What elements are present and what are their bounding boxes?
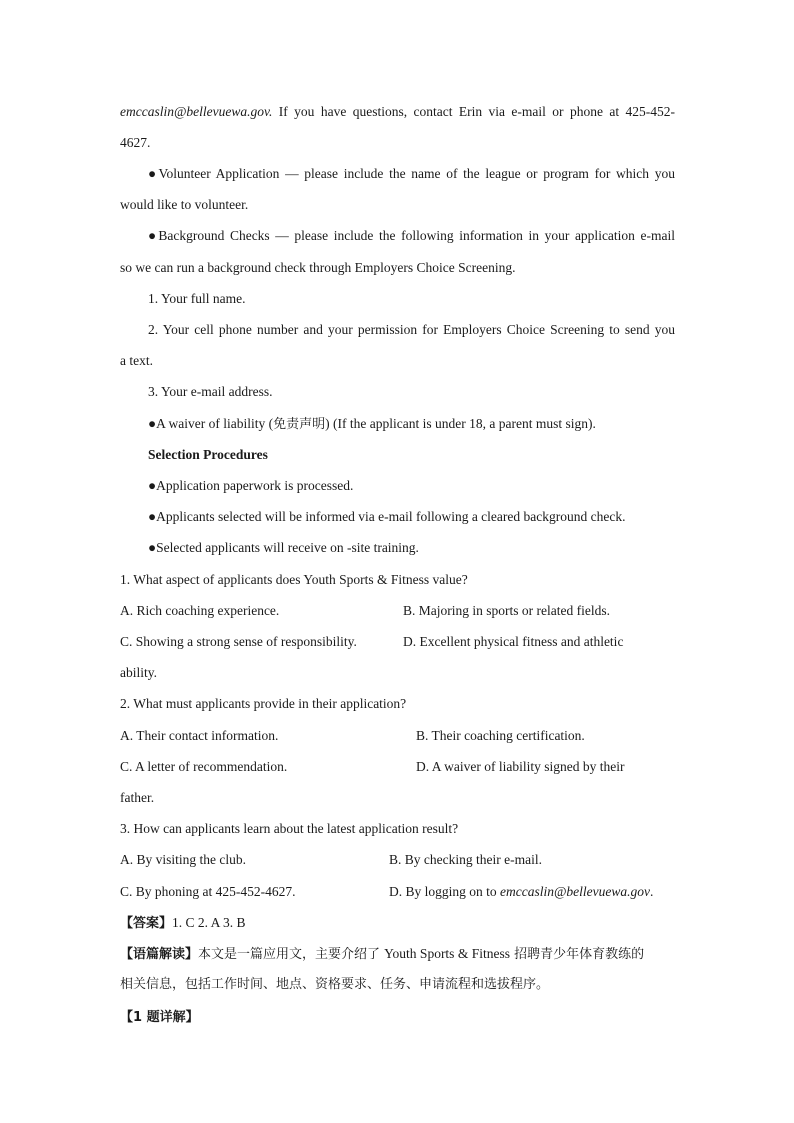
- intro-phone-end: 4627.: [120, 135, 151, 150]
- reading-interpretation-line2: 相关信息，包括工作时间、地点、资格要求、任务、申请流程和选拔程序。: [120, 977, 550, 992]
- question-3-option-a: A. By visiting the club.: [120, 852, 246, 867]
- list-item-phone-line2: a text.: [120, 353, 153, 368]
- volunteer-application-line1: ●Volunteer Application — please include the name of the league or program for which you: [148, 166, 675, 181]
- question-1-detail-heading: 【1 题详解】: [120, 1010, 199, 1025]
- selection-procedures-heading: Selection Procedures: [148, 447, 268, 462]
- list-item-full-name: 1. Your full name.: [148, 291, 246, 306]
- question-2-option-d: D. A waiver of liability signed by their: [416, 759, 625, 774]
- answer-values: 1. C 2. A 3. B: [172, 915, 246, 930]
- background-checks-line2: so we can run a background check through Employers Choice Screening.: [120, 260, 516, 275]
- contact-email: emccaslin@bellevuewa.gov.: [120, 104, 273, 119]
- question-3-option-b: B. By checking their e-mail.: [389, 852, 542, 867]
- intro-contact-line: emccaslin@bellevuewa.gov. If you have questions, contact Erin via e-mail or phone at 425-452-: [120, 104, 675, 119]
- answer-label: 【答案】: [120, 916, 173, 931]
- reading-interpretation-line1: 【语篇解读】本文是一篇应用文，主要介绍了 Youth Sports & Fitness 招聘青少年体育教练的: [120, 946, 645, 962]
- question-2-stem: 2. What must applicants provide in their application?: [120, 696, 407, 711]
- waiver-of-liability-line: ●A waiver of liability (免责声明) (If the applicant is under 18, a parent must sign).: [148, 416, 596, 432]
- volunteer-application-line2: would like to volunteer.: [120, 197, 249, 212]
- selection-step-paperwork: ●Application paperwork is processed.: [148, 478, 354, 493]
- question-2-option-d-cont: father.: [120, 790, 155, 805]
- question-2-option-b: B. Their coaching certification.: [416, 728, 585, 743]
- background-checks-line1: ●Background Checks — please include the following information in your application e-mail: [148, 228, 675, 243]
- question-2-option-a: A. Their contact information.: [120, 728, 279, 743]
- question-3-option-d: D. By logging on to emccaslin@bellevuewa.gov.: [389, 884, 654, 899]
- selection-step-training: ●Selected applicants will receive on -site training.: [148, 540, 419, 555]
- question-1-option-b: B. Majoring in sports or related fields.: [403, 603, 610, 618]
- question-1-stem: 1. What aspect of applicants does Youth Sports & Fitness value?: [120, 572, 468, 587]
- reading-label: 【语篇解读】: [120, 947, 199, 962]
- question-3-stem: 3. How can applicants learn about the latest application result?: [120, 821, 459, 836]
- option-d-email: emccaslin@bellevuewa.gov: [500, 884, 651, 899]
- question-1-option-d: D. Excellent physical fitness and athletic: [403, 634, 624, 649]
- question-2-option-c: C. A letter of recommendation.: [120, 759, 288, 774]
- question-3-option-c: C. By phoning at 425-452-4627.: [120, 884, 296, 899]
- answer-line: [120, 913, 675, 934]
- question-1-option-c: C. Showing a strong sense of responsibility.: [120, 634, 357, 649]
- question-1-option-a: A. Rich coaching experience.: [120, 603, 280, 618]
- list-item-email: 3. Your e-mail address.: [148, 384, 273, 399]
- selection-step-informed: ●Applicants selected will be informed via e-mail following a cleared background check.: [148, 509, 626, 524]
- list-item-phone-line1: 2. Your cell phone number and your permission for Employers Choice Screening to send you: [148, 322, 675, 337]
- question-1-option-d-cont: ability.: [120, 665, 157, 680]
